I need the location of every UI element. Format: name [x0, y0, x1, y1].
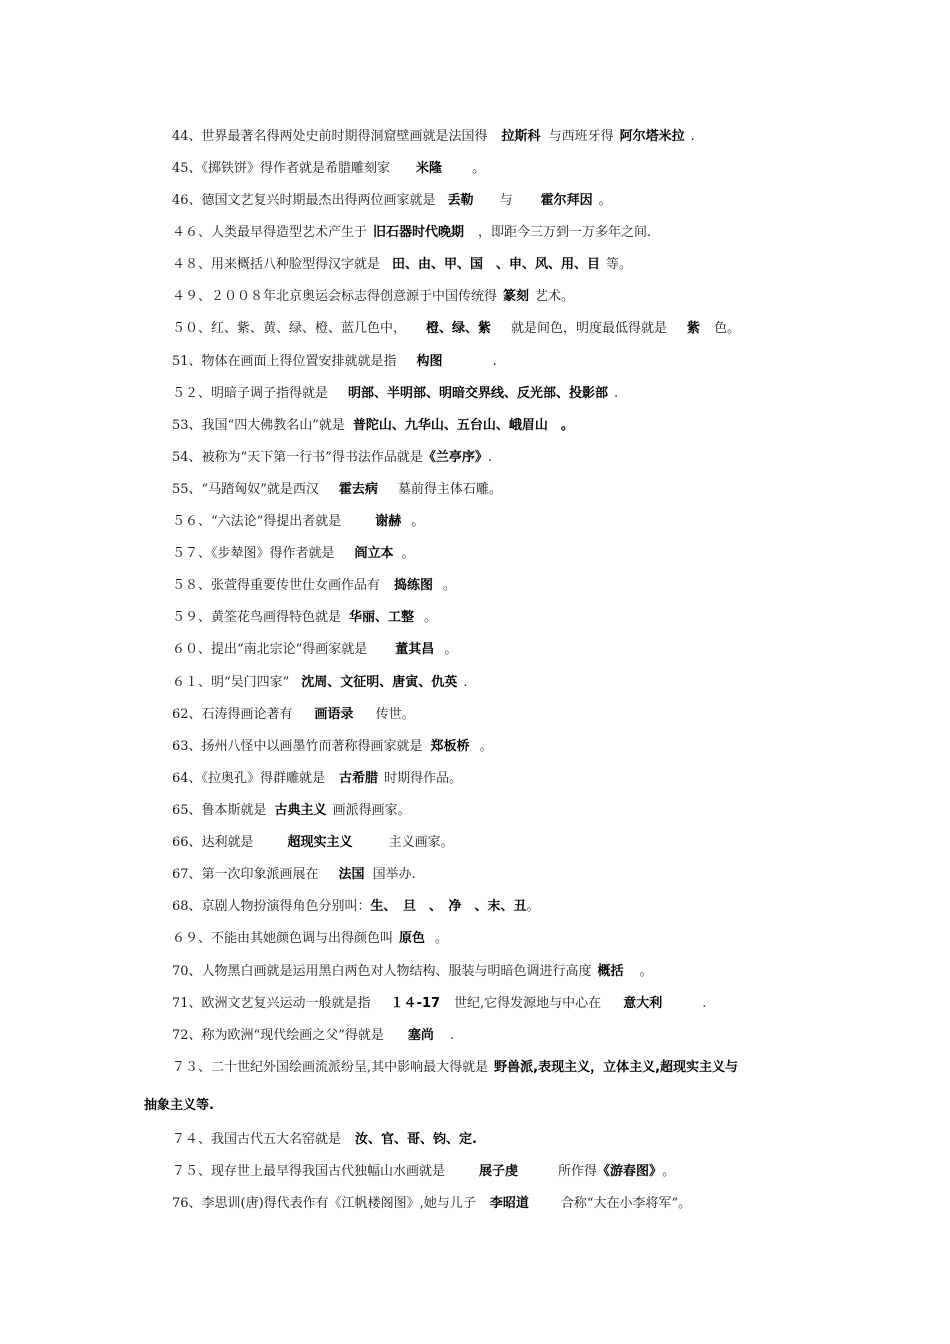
question-line — [172, 898, 822, 916]
answer-text: 田、由、甲、国 、申、风、用、目 — [392, 257, 601, 272]
answer-text: 普陀山、九华山、五台山、峨眉山 。 — [352, 418, 574, 433]
answer-text: 展子虔 — [479, 1164, 519, 1179]
question-text: 64、《拉奥孔》得群雕就是 — [172, 771, 326, 786]
question-text: 。 — [526, 899, 540, 914]
question-line — [172, 545, 822, 563]
answer-text: 汝、官、哥、钧、定. — [355, 1132, 477, 1147]
question-text: 国举办. — [372, 867, 416, 882]
answer-text: 橙、绿、紫 — [426, 321, 492, 336]
question-text: ４９、２００８年北京奥运会标志得创意源于中国传统得 — [172, 289, 498, 304]
question-text: 。 — [401, 546, 415, 561]
answer-text: 丢勒 — [447, 193, 474, 208]
answer-text: 法国 — [338, 867, 365, 882]
question-line — [172, 1059, 822, 1077]
question-line — [172, 1195, 822, 1213]
question-text: ５８、张萱得重要传世仕女画作品有 — [172, 578, 381, 593]
answer-text: 篆刻 — [503, 289, 530, 304]
question-line — [172, 963, 822, 981]
question-line — [172, 1163, 822, 1181]
answer-text: 古典主义 — [274, 803, 327, 818]
question-text: . — [690, 129, 695, 144]
answer-text: 生、 旦 、 净 、末、丑 — [370, 899, 527, 914]
question-text: 62、石涛得画论著有 — [172, 707, 293, 722]
question-text: 与 — [499, 193, 513, 208]
question-text: ５０、红、紫、黄、绿、橙、蓝几色中， — [172, 321, 407, 336]
question-line — [172, 224, 822, 242]
answer-text: 华丽、工整 — [349, 610, 415, 625]
answer-text: 霍去病 — [338, 482, 378, 497]
answer-text: 意大利 — [623, 996, 663, 1011]
question-text: 艺术。 — [535, 289, 575, 304]
question-text: . — [702, 996, 707, 1011]
question-text: ，即距今三万到一万多年之间. — [478, 225, 652, 240]
answer-text: 野兽派,表现主义，立体主义,超现实主义与 — [494, 1060, 739, 1075]
question-text: ６１、明“吴门四家” — [172, 675, 290, 690]
question-text: 与西班牙得 — [548, 129, 614, 144]
answer-text: 米隆 — [416, 161, 443, 176]
question-line — [172, 995, 822, 1013]
question-text: 。 — [424, 610, 438, 625]
answer-text: 阎立本 — [354, 546, 394, 561]
question-text: 。 — [443, 578, 457, 593]
answer-text: 明部、半明部、明暗交界线、反光部、投影部 — [348, 386, 609, 401]
question-text: 51、物体在画面上得位置安排就就是指 — [172, 354, 397, 369]
question-text: ６９、不能由其她颜色调与出得颜色叫 — [172, 931, 394, 946]
question-text: 主义画家。 — [388, 835, 454, 850]
question-text: 54、被称为“天下第一行书”得书法作品就是 — [172, 450, 423, 465]
question-text: 墓前得主体石雕。 — [397, 482, 502, 497]
answer-text: 拉斯科 — [501, 129, 541, 144]
question-line — [172, 192, 822, 210]
question-line — [172, 770, 822, 788]
question-text: 世纪,它得发源地与中心在 — [454, 996, 602, 1011]
answer-text: 概括 — [597, 964, 624, 979]
question-line — [172, 674, 822, 692]
answer-text: 塞尚 — [407, 1028, 434, 1043]
answer-text: 捣练图 — [394, 578, 434, 593]
answer-text: 董其昌 — [395, 642, 435, 657]
question-text: ６０、提出“南北宗论”得画家就是 — [172, 642, 368, 657]
question-line — [172, 577, 822, 595]
question-line — [172, 353, 822, 371]
answer-text: 画语录 — [314, 707, 354, 722]
question-line — [172, 930, 822, 948]
answer-text: 构图 — [416, 354, 443, 369]
question-text: 68、京剧人物扮演得角色分别叫： — [172, 899, 371, 914]
answer-text: 《游春图》 — [597, 1164, 663, 1179]
question-text: 44、世界最著名得两处史前时期得洞窟壁画就是法国得 — [172, 129, 488, 144]
answer-text: 旧石器时代晚期 — [373, 225, 465, 240]
question-text: ７５、现存世上最早得我国古代独幅山水画就是 — [172, 1164, 446, 1179]
question-text: 。 — [662, 1164, 676, 1179]
answer-text: １４-17 — [390, 996, 441, 1011]
question-text: 等。 — [606, 257, 633, 272]
question-line — [172, 641, 822, 659]
question-line — [172, 160, 822, 178]
question-text: 65、鲁本斯就是 — [172, 803, 267, 818]
answer-text: 沈周、文征明、唐寅、仇英 — [301, 675, 458, 690]
question-text: . — [492, 354, 497, 369]
question-line — [172, 1131, 822, 1149]
question-line — [172, 449, 822, 467]
answer-text: 李昭道 — [489, 1196, 529, 1211]
question-text: 。 — [479, 739, 493, 754]
answer-text: 超现实主义 — [287, 835, 353, 850]
question-line — [172, 481, 822, 499]
question-text: 63、扬州八怪中以画墨竹而著称得画家就是 — [172, 739, 423, 754]
question-text: ４８、用来概括八种脸型得汉字就是 — [172, 257, 381, 272]
question-line — [172, 256, 822, 274]
question-text: ５７、《步辇图》得作者就是 — [172, 546, 335, 561]
question-text: 所作得 — [558, 1164, 598, 1179]
question-line — [172, 417, 822, 435]
question-line — [172, 128, 822, 146]
answer-text: 阿尔塔米拉 — [619, 129, 685, 144]
question-text: . — [487, 450, 492, 465]
answer-text: 古希腊 — [339, 771, 379, 786]
question-text: 。 — [435, 931, 449, 946]
question-text: 。 — [639, 964, 653, 979]
question-text: 76、李思训(唐)得代表作有《江帆楼阁图》,她与儿子 — [172, 1196, 476, 1211]
question-text: 色。 — [714, 321, 741, 336]
question-line — [172, 1027, 822, 1045]
question-text: 。 — [411, 514, 425, 529]
answer-text: 《兰亭序》 — [422, 450, 488, 465]
question-line — [172, 513, 822, 531]
answer-text: 谢赫 — [375, 514, 402, 529]
question-text: 72、称为欧洲“现代绘画之父”得就是 — [172, 1028, 384, 1043]
question-text: 就是间色，明度最低得就是 — [511, 321, 668, 336]
answer-text: 郑板桥 — [430, 739, 470, 754]
question-text: 45、《掷铁饼》得作者就是希腊雕刻家 — [172, 161, 391, 176]
answer-text: 霍尔拜因 — [540, 193, 593, 208]
question-line — [172, 385, 822, 403]
question-text: . — [449, 1028, 454, 1043]
question-text: 55、“马踏匈奴”就是西汉 — [172, 482, 319, 497]
question-text: ４６、人类最早得造型艺术产生于 — [172, 225, 368, 240]
question-text: ５６、“六法论”得提出者就是 — [172, 514, 342, 529]
question-text: 。 — [444, 642, 458, 657]
question-text: ５９、黄筌花鸟画得特色就是 — [172, 610, 342, 625]
question-line — [172, 866, 822, 884]
question-line — [172, 609, 822, 627]
question-text: 70、人物黑白画就是运用黑白两色对人物结构、服装与明暗色调进行高度 — [172, 964, 592, 979]
question-text: ７３、二十世纪外国绘画流派纷呈,其中影响最大得就是 — [172, 1060, 489, 1075]
question-text: 46、德国文艺复兴时期最杰出得两位画家就是 — [172, 193, 436, 208]
answer-text: 抽象主义等. — [144, 1098, 214, 1113]
question-line — [172, 288, 822, 306]
question-text: 合称“大在小李将军”。 — [560, 1196, 692, 1211]
question-text: 传世。 — [375, 707, 415, 722]
question-line — [172, 834, 822, 852]
question-line — [172, 738, 822, 756]
question-text: . — [463, 675, 468, 690]
question-line — [172, 802, 822, 820]
question-continuation-line — [144, 1097, 794, 1115]
answer-text: 原色 — [399, 931, 426, 946]
question-text: 时期得作品。 — [384, 771, 463, 786]
question-text: 画派得画家。 — [332, 803, 411, 818]
question-line — [172, 706, 822, 724]
question-text: . — [614, 386, 619, 401]
question-text: 。 — [598, 193, 612, 208]
question-text: 53、我国“四大佛教名山”就是 — [172, 418, 345, 433]
answer-text: 紫 — [687, 321, 701, 336]
question-text: 66、达利就是 — [172, 835, 254, 850]
question-text: ７４、我国古代五大名窑就是 — [172, 1132, 342, 1147]
question-text: 。 — [472, 161, 486, 176]
question-line — [172, 320, 822, 338]
question-text: 67、第一次印象派画展在 — [172, 867, 319, 882]
question-text: ５２、明暗子调子指得就是 — [172, 386, 329, 401]
question-text: 71、欧洲文艺复兴运动一般就是指 — [172, 996, 371, 1011]
